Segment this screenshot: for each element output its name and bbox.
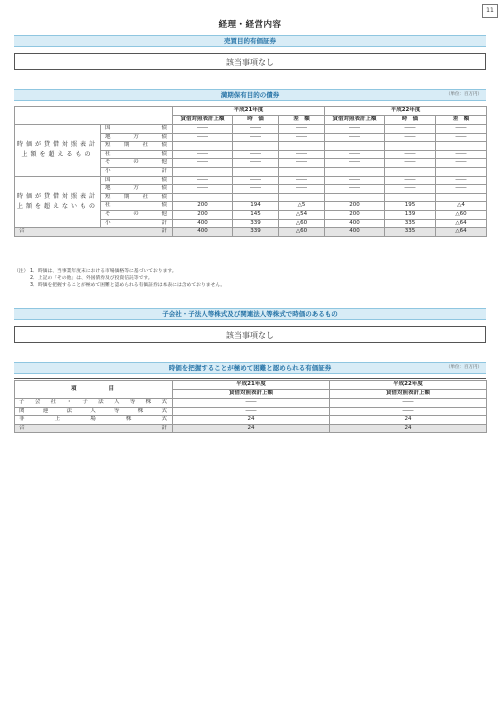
held-to-maturity-table [14, 106, 487, 237]
year-header: 平成21年度 [173, 107, 325, 116]
column-header: 貸借対照表計上額 [173, 116, 233, 125]
row-label: 小計 [101, 219, 173, 228]
cell: ―― [436, 159, 487, 168]
cell: ―― [385, 176, 436, 185]
cell: ―― [173, 133, 233, 142]
cell: △60 [436, 210, 487, 219]
cell [233, 193, 279, 202]
cell [233, 167, 279, 176]
cell: ―― [436, 185, 487, 194]
cell: ―― [233, 159, 279, 168]
cell: 400 [173, 219, 233, 228]
note-line: 1．時価は、当事業年度末における市場価格等に基づいております。 [30, 269, 177, 274]
column-header: 時 価 [233, 116, 279, 125]
cell: ―― [279, 133, 325, 142]
item-header: 項 目 [15, 381, 173, 399]
table-top-rule [14, 378, 486, 379]
cell [325, 142, 385, 151]
cell: ―― [233, 150, 279, 159]
cell [173, 142, 233, 151]
cell [173, 167, 233, 176]
row-label: 地方債 [101, 185, 173, 194]
section-title: 満期保有目的の債券 [220, 91, 280, 99]
column-header: 差 額 [279, 116, 325, 125]
cell: 400 [173, 228, 233, 237]
cell: ―― [436, 176, 487, 185]
table-row [15, 416, 487, 425]
cell: ―― [325, 185, 385, 194]
section-trading-securities-header [14, 35, 486, 47]
cell: ―― [233, 185, 279, 194]
cell [385, 167, 436, 176]
column-header: 貸借対照表計上額 [330, 390, 487, 399]
cell: ―― [325, 176, 385, 185]
table-header-row [15, 107, 487, 116]
total-row [15, 424, 487, 433]
cell [173, 193, 233, 202]
cell [436, 167, 487, 176]
row-label: 短期社債 [101, 193, 173, 202]
section-unmarketable-securities-header [14, 362, 486, 374]
row-label: 小計 [101, 167, 173, 176]
cell: 194 [233, 202, 279, 211]
section-held-to-maturity-header [14, 89, 486, 101]
cell: 24 [173, 416, 330, 425]
cell: △54 [279, 210, 325, 219]
cell: ―― [325, 125, 385, 134]
cell [325, 167, 385, 176]
cell: ―― [173, 176, 233, 185]
cell: ―― [173, 159, 233, 168]
table-row [15, 399, 487, 408]
cell: 24 [173, 424, 330, 433]
cell: △64 [436, 219, 487, 228]
section-subsidiary-stocks-header [14, 308, 486, 320]
cell: 400 [325, 219, 385, 228]
cell [385, 193, 436, 202]
row-label: 地方債 [101, 133, 173, 142]
subsidiary-stocks-none-box: 該当事項なし [14, 326, 486, 343]
cell: ―― [233, 176, 279, 185]
cell: 339 [233, 228, 279, 237]
total-label: 合計 [15, 424, 173, 433]
cell: ―― [330, 407, 487, 416]
cell: 24 [330, 424, 487, 433]
cell: ―― [385, 159, 436, 168]
cell: 200 [173, 210, 233, 219]
unit-label: （単位：百万円） [446, 92, 482, 97]
cell: ―― [330, 399, 487, 408]
cell [279, 142, 325, 151]
trading-securities-none-box: 該当事項なし [14, 53, 486, 70]
cell: △60 [279, 219, 325, 228]
cell: 200 [325, 210, 385, 219]
cell [385, 142, 436, 151]
cell: ―― [233, 133, 279, 142]
table-row [15, 176, 487, 185]
cell: ―― [173, 407, 330, 416]
page-number: 11 [482, 4, 498, 18]
cell: 339 [233, 219, 279, 228]
cell: 400 [325, 228, 385, 237]
cell [279, 167, 325, 176]
cell [233, 142, 279, 151]
cell: 195 [385, 202, 436, 211]
group-label: 時価が貸借対照表計上額を超えるもの [15, 125, 101, 177]
cell: ―― [279, 159, 325, 168]
cell [325, 193, 385, 202]
table-row [15, 407, 487, 416]
cell: ―― [173, 150, 233, 159]
cell: ―― [325, 133, 385, 142]
row-label: 非上場株式 [15, 416, 173, 425]
unmarketable-securities-table [14, 380, 487, 433]
section-title: 売買目的有価証券 [224, 37, 276, 45]
total-row [15, 228, 487, 237]
cell: △64 [436, 228, 487, 237]
cell: ―― [325, 150, 385, 159]
page-title: 経理・経営内容 [218, 20, 282, 30]
cell: ―― [385, 185, 436, 194]
row-label: 国債 [101, 125, 173, 134]
table-row [15, 125, 487, 134]
table-header-row [15, 381, 487, 390]
notes-label: （注） [14, 269, 29, 274]
cell: ―― [279, 176, 325, 185]
cell: 200 [325, 202, 385, 211]
cell: △60 [279, 228, 325, 237]
note-line: 3．時価を把握することが極めて困難と認められる有価証券は本表には含めておりません。 [30, 283, 226, 288]
blank-header-cell [15, 107, 173, 125]
total-label: 合計 [15, 228, 173, 237]
cell: ―― [436, 125, 487, 134]
year-header: 平成22年度 [330, 381, 487, 390]
cell: ―― [233, 125, 279, 134]
cell: 335 [385, 219, 436, 228]
row-label: 短期社債 [101, 142, 173, 151]
row-label: 社債 [101, 150, 173, 159]
cell: ―― [325, 159, 385, 168]
cell: ―― [279, 125, 325, 134]
row-label: 社債 [101, 202, 173, 211]
section-title: 時価を把握することが極めて困難と認められる有価証券 [168, 364, 332, 372]
cell [436, 193, 487, 202]
cell: ―― [173, 125, 233, 134]
year-header: 平成21年度 [173, 381, 330, 390]
cell: ―― [436, 150, 487, 159]
cell: 335 [385, 228, 436, 237]
row-label: 国債 [101, 176, 173, 185]
cell: 200 [173, 202, 233, 211]
cell: ―― [385, 133, 436, 142]
column-header: 時 価 [385, 116, 436, 125]
section-title: 子会社・子法人等株式及び関連法人等株式で時価のあるもの [162, 310, 338, 318]
cell [436, 142, 487, 151]
unit-label: （単位：百万円） [446, 365, 482, 370]
table-notes [14, 268, 486, 289]
row-label: 子会社・子法人等株式 [15, 399, 173, 408]
row-label: 関連法人等株式 [15, 407, 173, 416]
cell: ―― [279, 185, 325, 194]
cell: △5 [279, 202, 325, 211]
year-header: 平成22年度 [325, 107, 487, 116]
cell: 24 [330, 416, 487, 425]
column-header: 差 額 [436, 116, 487, 125]
column-header: 貸借対照表計上額 [173, 390, 330, 399]
cell [279, 193, 325, 202]
cell: 139 [385, 210, 436, 219]
cell: 145 [233, 210, 279, 219]
row-label: その他 [101, 210, 173, 219]
group-label: 時価が貸借対照表計上額を超えないもの [15, 176, 101, 228]
cell: ―― [436, 133, 487, 142]
cell: ―― [385, 150, 436, 159]
note-line: 2．上記の「その他」は、外国債券及び投資信託等です。 [30, 276, 153, 281]
cell: ―― [279, 150, 325, 159]
cell: ―― [173, 399, 330, 408]
cell: △4 [436, 202, 487, 211]
cell: ―― [385, 125, 436, 134]
cell: ―― [173, 185, 233, 194]
column-header: 貸借対照表計上額 [325, 116, 385, 125]
row-label: その他 [101, 159, 173, 168]
